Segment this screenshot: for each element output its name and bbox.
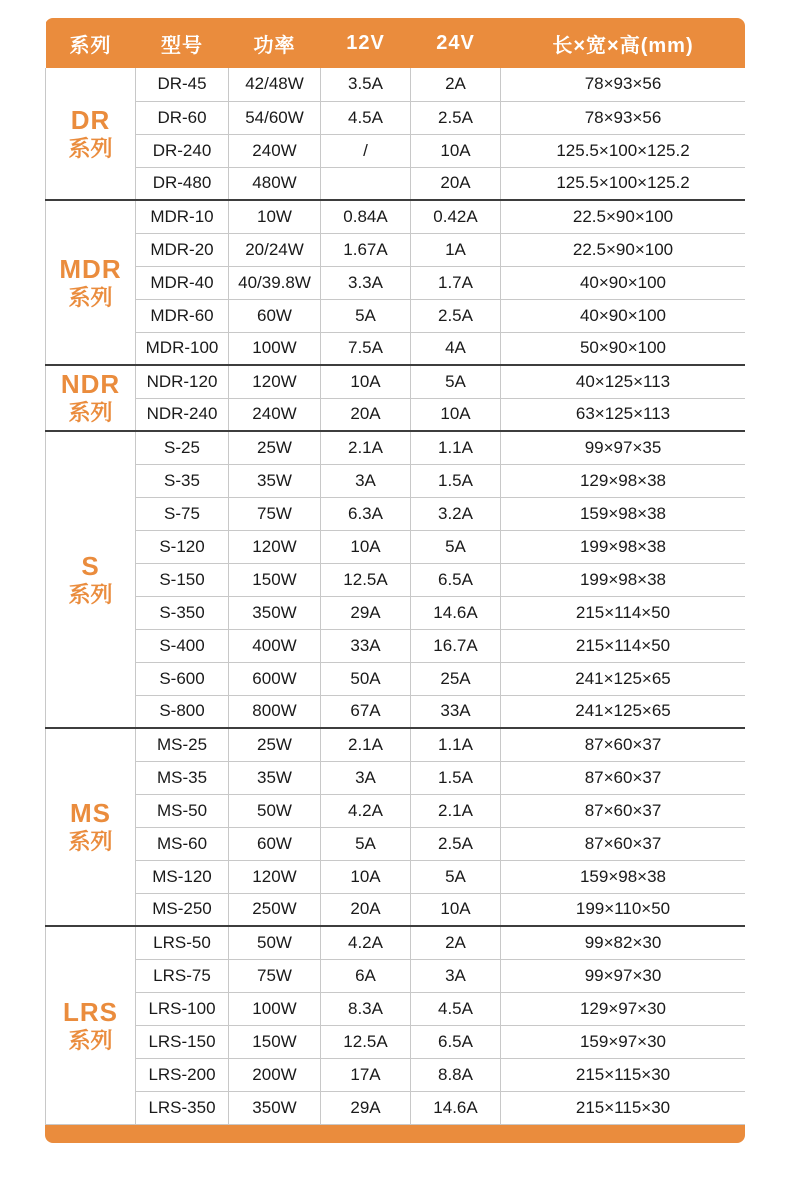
model-cell: S-150 [136, 563, 229, 596]
model-cell: MS-35 [136, 761, 229, 794]
current-24v-cell: 1.5A [411, 464, 501, 497]
current-24v-cell: 33A [411, 695, 501, 728]
dimensions-cell: 215×114×50 [501, 596, 746, 629]
model-cell: S-120 [136, 530, 229, 563]
current-12v-cell: 4.5A [321, 101, 411, 134]
series-suffix: 系列 [68, 581, 113, 607]
spec-table [45, 18, 745, 1125]
power-cell: 120W [229, 530, 321, 563]
table-row [46, 893, 746, 926]
current-12v-cell: 12.5A [321, 563, 411, 596]
power-cell: 240W [229, 398, 321, 431]
series-cell-ms [46, 728, 136, 926]
current-24v-cell: 3A [411, 959, 501, 992]
model-cell: MS-60 [136, 827, 229, 860]
current-12v-cell: 0.84A [321, 200, 411, 233]
current-24v-cell: 10A [411, 134, 501, 167]
model-cell: S-75 [136, 497, 229, 530]
dimensions-cell: 215×115×30 [501, 1091, 746, 1124]
power-cell: 50W [229, 794, 321, 827]
dimensions-cell: 215×115×30 [501, 1058, 746, 1091]
table-row [46, 497, 746, 530]
model-cell: NDR-120 [136, 365, 229, 398]
current-24v-cell: 16.7A [411, 629, 501, 662]
table-row [46, 662, 746, 695]
power-cell: 75W [229, 497, 321, 530]
current-12v-cell: 4.2A [321, 794, 411, 827]
table-row [46, 926, 746, 959]
current-12v-cell: 29A [321, 1091, 411, 1124]
model-cell: LRS-200 [136, 1058, 229, 1091]
table-row [46, 530, 746, 563]
current-24v-cell: 1.1A [411, 728, 501, 761]
header-power: 功率 [229, 18, 321, 68]
model-cell: MS-25 [136, 728, 229, 761]
model-cell: DR-45 [136, 68, 229, 101]
power-cell: 480W [229, 167, 321, 200]
table-row [46, 167, 746, 200]
model-cell: MDR-40 [136, 266, 229, 299]
model-cell: MDR-60 [136, 299, 229, 332]
model-cell: S-600 [136, 662, 229, 695]
power-cell: 150W [229, 1025, 321, 1058]
power-cell: 240W [229, 134, 321, 167]
current-12v-cell: 2.1A [321, 431, 411, 464]
table-row [46, 728, 746, 761]
current-24v-cell: 4.5A [411, 992, 501, 1025]
current-24v-cell: 2.5A [411, 101, 501, 134]
series-name: MS [70, 798, 111, 829]
power-cell: 60W [229, 299, 321, 332]
current-12v-cell: 3A [321, 464, 411, 497]
current-12v-cell: 67A [321, 695, 411, 728]
current-24v-cell: 2.5A [411, 827, 501, 860]
dimensions-cell: 87×60×37 [501, 794, 746, 827]
table-row [46, 827, 746, 860]
header-dimensions: 长×宽×高(mm) [501, 18, 746, 68]
table-header [46, 18, 746, 68]
dimensions-cell: 199×98×38 [501, 530, 746, 563]
table-row [46, 365, 746, 398]
current-12v-cell: 4.2A [321, 926, 411, 959]
model-cell: MS-250 [136, 893, 229, 926]
series-cell-dr [46, 68, 136, 200]
current-12v-cell: 20A [321, 893, 411, 926]
table-row [46, 233, 746, 266]
series-name: DR [70, 104, 111, 135]
power-cell: 50W [229, 926, 321, 959]
current-24v-cell: 6.5A [411, 1025, 501, 1058]
power-cell: 350W [229, 1091, 321, 1124]
current-12v-cell: 29A [321, 596, 411, 629]
header-12v: 12V [321, 18, 411, 68]
dimensions-cell: 99×97×30 [501, 959, 746, 992]
model-cell: NDR-240 [136, 398, 229, 431]
power-cell: 25W [229, 728, 321, 761]
current-12v-cell: 3.3A [321, 266, 411, 299]
series-cell-s [46, 431, 136, 728]
power-cell: 600W [229, 662, 321, 695]
power-cell: 10W [229, 200, 321, 233]
current-12v-cell: 20A [321, 398, 411, 431]
current-24v-cell: 5A [411, 860, 501, 893]
series-cell-ndr [46, 365, 136, 431]
table-row [46, 266, 746, 299]
dimensions-cell: 40×90×100 [501, 266, 746, 299]
spec-table-wrap [45, 18, 745, 1125]
model-cell: MDR-10 [136, 200, 229, 233]
table-row [46, 299, 746, 332]
current-12v-cell: 2.1A [321, 728, 411, 761]
power-cell: 20/24W [229, 233, 321, 266]
current-24v-cell: 5A [411, 365, 501, 398]
model-cell: DR-60 [136, 101, 229, 134]
current-12v-cell: 10A [321, 365, 411, 398]
dimensions-cell: 215×114×50 [501, 629, 746, 662]
bottom-accent-bar [45, 1125, 745, 1143]
dimensions-cell: 22.5×90×100 [501, 200, 746, 233]
table-row [46, 68, 746, 101]
power-cell: 120W [229, 365, 321, 398]
current-24v-cell: 6.5A [411, 563, 501, 596]
power-cell: 200W [229, 1058, 321, 1091]
model-cell: MS-120 [136, 860, 229, 893]
table-row [46, 1058, 746, 1091]
table-row [46, 596, 746, 629]
current-24v-cell: 2.1A [411, 794, 501, 827]
dimensions-cell: 125.5×100×125.2 [501, 134, 746, 167]
series-suffix: 系列 [68, 829, 113, 855]
spec-table-body [46, 68, 746, 1124]
series-name: S [81, 550, 100, 581]
power-cell: 54/60W [229, 101, 321, 134]
current-12v-cell: 8.3A [321, 992, 411, 1025]
series-suffix: 系列 [68, 135, 113, 161]
current-24v-cell: 14.6A [411, 1091, 501, 1124]
current-24v-cell: 1A [411, 233, 501, 266]
dimensions-cell: 78×93×56 [501, 68, 746, 101]
current-12v-cell: 50A [321, 662, 411, 695]
current-24v-cell: 3.2A [411, 497, 501, 530]
dimensions-cell: 87×60×37 [501, 728, 746, 761]
current-12v-cell: 5A [321, 299, 411, 332]
table-row [46, 794, 746, 827]
table-row [46, 464, 746, 497]
table-row [46, 860, 746, 893]
model-cell: MS-50 [136, 794, 229, 827]
dimensions-cell: 199×110×50 [501, 893, 746, 926]
header-model: 型号 [136, 18, 229, 68]
current-24v-cell: 25A [411, 662, 501, 695]
current-12v-cell: 5A [321, 827, 411, 860]
current-24v-cell: 1.5A [411, 761, 501, 794]
header-24v: 24V [411, 18, 501, 68]
current-24v-cell: 10A [411, 398, 501, 431]
table-row [46, 563, 746, 596]
model-cell: LRS-150 [136, 1025, 229, 1058]
model-cell: MDR-100 [136, 332, 229, 365]
power-cell: 120W [229, 860, 321, 893]
dimensions-cell: 159×97×30 [501, 1025, 746, 1058]
series-suffix: 系列 [68, 400, 113, 426]
current-24v-cell: 0.42A [411, 200, 501, 233]
model-cell: MDR-20 [136, 233, 229, 266]
model-cell: S-25 [136, 431, 229, 464]
current-24v-cell: 2A [411, 926, 501, 959]
dimensions-cell: 129×98×38 [501, 464, 746, 497]
dimensions-cell: 241×125×65 [501, 695, 746, 728]
current-12v-cell: 33A [321, 629, 411, 662]
current-24v-cell: 2A [411, 68, 501, 101]
series-name: LRS [63, 996, 118, 1027]
current-12v-cell: 7.5A [321, 332, 411, 365]
power-cell: 150W [229, 563, 321, 596]
table-row [46, 629, 746, 662]
series-suffix: 系列 [68, 1027, 113, 1053]
table-row [46, 332, 746, 365]
table-row [46, 200, 746, 233]
series-suffix: 系列 [68, 284, 113, 310]
power-cell: 350W [229, 596, 321, 629]
power-cell: 25W [229, 431, 321, 464]
model-cell: DR-480 [136, 167, 229, 200]
series-name: NDR [60, 369, 121, 400]
dimensions-cell: 99×82×30 [501, 926, 746, 959]
table-row [46, 1091, 746, 1124]
dimensions-cell: 199×98×38 [501, 563, 746, 596]
table-row [46, 992, 746, 1025]
current-12v-cell: 3.5A [321, 68, 411, 101]
power-cell: 400W [229, 629, 321, 662]
model-cell: S-400 [136, 629, 229, 662]
dimensions-cell: 241×125×65 [501, 662, 746, 695]
dimensions-cell: 78×93×56 [501, 101, 746, 134]
series-cell-mdr [46, 200, 136, 365]
model-cell: DR-240 [136, 134, 229, 167]
current-24v-cell: 14.6A [411, 596, 501, 629]
table-row [46, 134, 746, 167]
model-cell: S-350 [136, 596, 229, 629]
model-cell: LRS-100 [136, 992, 229, 1025]
current-24v-cell: 1.7A [411, 266, 501, 299]
table-row [46, 398, 746, 431]
table-row [46, 431, 746, 464]
current-24v-cell: 20A [411, 167, 501, 200]
header-series: 系列 [46, 18, 136, 68]
power-cell: 40/39.8W [229, 266, 321, 299]
current-12v-cell: 10A [321, 530, 411, 563]
dimensions-cell: 40×90×100 [501, 299, 746, 332]
series-cell-lrs [46, 926, 136, 1124]
current-24v-cell: 10A [411, 893, 501, 926]
table-row [46, 959, 746, 992]
current-24v-cell: 5A [411, 530, 501, 563]
dimensions-cell: 87×60×37 [501, 827, 746, 860]
power-cell: 60W [229, 827, 321, 860]
current-24v-cell: 8.8A [411, 1058, 501, 1091]
power-cell: 800W [229, 695, 321, 728]
power-cell: 100W [229, 332, 321, 365]
current-12v-cell: 1.67A [321, 233, 411, 266]
table-row [46, 1025, 746, 1058]
table-row [46, 761, 746, 794]
current-12v-cell [321, 167, 411, 200]
dimensions-cell: 22.5×90×100 [501, 233, 746, 266]
power-cell: 75W [229, 959, 321, 992]
header-row [46, 18, 746, 68]
dimensions-cell: 40×125×113 [501, 365, 746, 398]
model-cell: S-35 [136, 464, 229, 497]
dimensions-cell: 129×97×30 [501, 992, 746, 1025]
table-row [46, 101, 746, 134]
dimensions-cell: 99×97×35 [501, 431, 746, 464]
table-row [46, 695, 746, 728]
model-cell: LRS-50 [136, 926, 229, 959]
series-name: MDR [59, 253, 122, 284]
model-cell: S-800 [136, 695, 229, 728]
dimensions-cell: 63×125×113 [501, 398, 746, 431]
dimensions-cell: 159×98×38 [501, 497, 746, 530]
current-12v-cell: 6A [321, 959, 411, 992]
power-cell: 35W [229, 761, 321, 794]
dimensions-cell: 87×60×37 [501, 761, 746, 794]
current-12v-cell: 10A [321, 860, 411, 893]
current-12v-cell: / [321, 134, 411, 167]
current-24v-cell: 2.5A [411, 299, 501, 332]
power-cell: 100W [229, 992, 321, 1025]
current-12v-cell: 6.3A [321, 497, 411, 530]
model-cell: LRS-75 [136, 959, 229, 992]
power-cell: 35W [229, 464, 321, 497]
spec-sheet [45, 18, 745, 1143]
dimensions-cell: 50×90×100 [501, 332, 746, 365]
model-cell: LRS-350 [136, 1091, 229, 1124]
current-12v-cell: 3A [321, 761, 411, 794]
current-12v-cell: 12.5A [321, 1025, 411, 1058]
power-cell: 42/48W [229, 68, 321, 101]
current-12v-cell: 17A [321, 1058, 411, 1091]
current-24v-cell: 1.1A [411, 431, 501, 464]
power-cell: 250W [229, 893, 321, 926]
dimensions-cell: 125.5×100×125.2 [501, 167, 746, 200]
current-24v-cell: 4A [411, 332, 501, 365]
dimensions-cell: 159×98×38 [501, 860, 746, 893]
